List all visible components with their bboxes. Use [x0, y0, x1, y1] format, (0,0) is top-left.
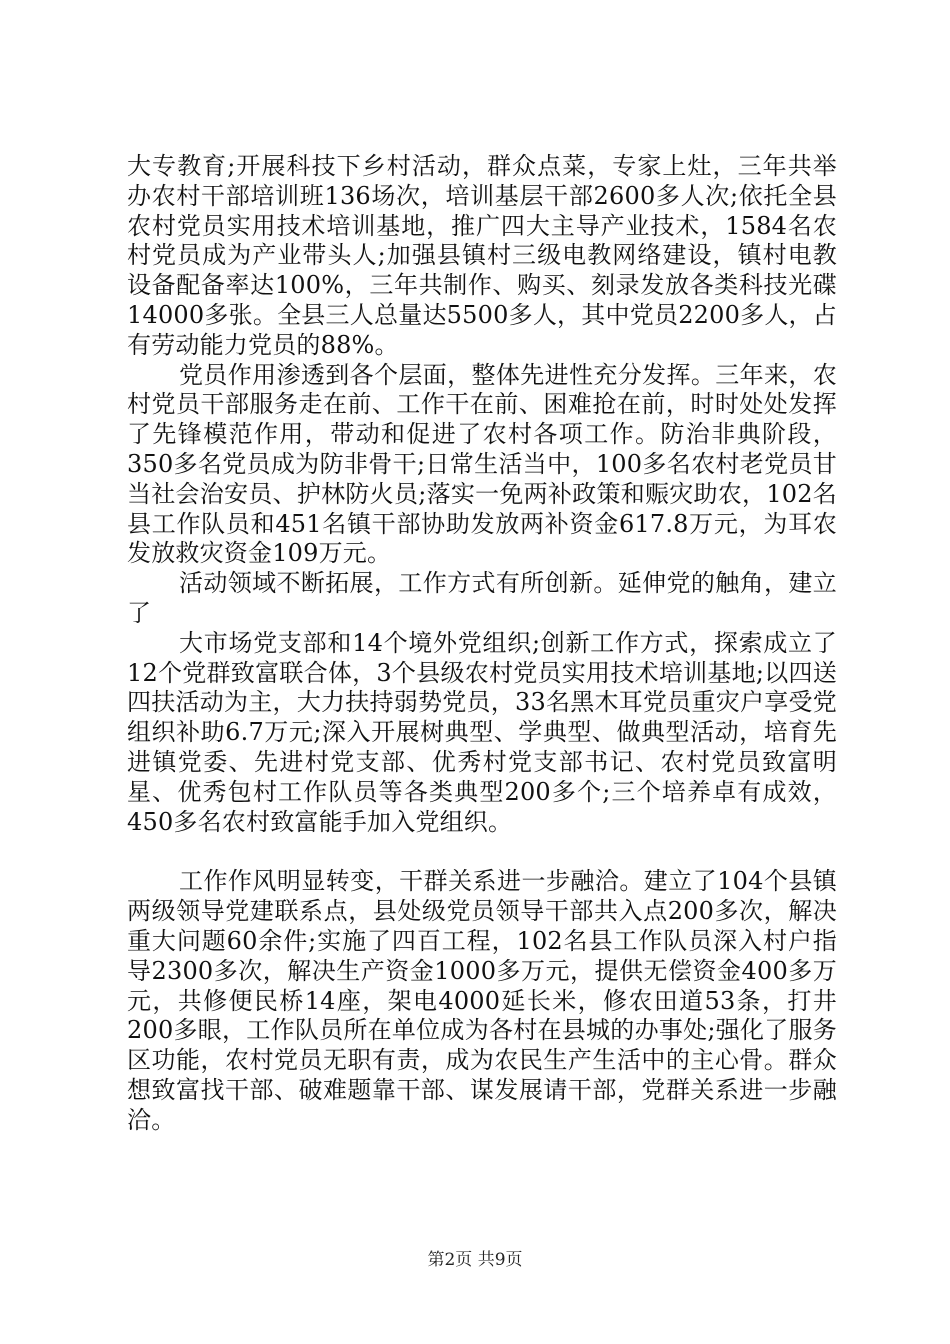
- paragraph-2: 党员作用渗透到各个层面，整体先进性充分发挥。三年来，农村党员干部服务走在前、工作干在前、困难抢在前，时时处处发挥了先锋模范作用，带动和促进了农村各项工作。防治非典阶段，350多名党员成为防非骨干;日常生活当中，100多名农村老党员甘当社会治安员、护林防火员;落实一免两补政策和赈灾助农，102名县工作队员和451名镇干部协助发放两补资金617.8万元，为耳农发放救灾资金109万元。: [127, 360, 837, 568]
- paragraph-4: 大市场党支部和14个境外党组织;创新工作方式，探索成立了12个党群致富联合体，3个县级农村党员实用技术培训基地;以四送四扶活动为主，大力扶持弱势党员，33名黑木耳党员重灾户享受党组织补助6.7万元;深入开展树典型、学典型、做典型活动，培育先进镇党委、先进村党支部、优秀村党支部书记、农村党员致富明星、优秀包村工作队员等各类典型200多个;三个培养卓有成效，450多名农村致富能手加入党组织。: [127, 628, 837, 836]
- paragraph-1: 大专教育;开展科技下乡村活动，群众点菜，专家上灶，三年共举办农村干部培训班136场次，培训基层干部2600多人次;依托全县农村党员实用技术培训基地，推广四大主导产业技术，1584名农村党员成为产业带头人;加强县镇村三级电教网络建设，镇村电教设备配备率达100%，三年共制作、购买、刻录发放各类科技光碟14000多张。全县三人总量达5500多人，其中党员2200多人，占有劳动能力党员的88%。: [127, 152, 837, 359]
- paragraph-5: 工作作风明显转变，干群关系进一步融洽。建立了104个县镇两级领导党建联系点，县处级党员领导干部共入点200多次，解决重大问题60余件;实施了四百工程，102名县工作队员深入村户指导2300多次，解决生产资金1000多万元，提供无偿资金400多万元，共修便民桥14座，架电4000延长米，修农田道53条，打井200多眼，工作队员所在单位成为各村在县城的办事处;强化了服务区功能，农村党员无职有责，成为农民生产生活中的主心骨。群众想致富找干部、破难题靠干部、谋发展请干部，党群关系进一步融洽。: [127, 867, 837, 1134]
- paragraph-spacer: [127, 837, 837, 867]
- document-body: [127, 152, 837, 1136]
- paragraph-3: 活动领域不断拓展，工作方式有所创新。延伸党的触角，建立了: [127, 569, 837, 627]
- page-number-footer: 第2页 共9页: [427, 1250, 523, 1270]
